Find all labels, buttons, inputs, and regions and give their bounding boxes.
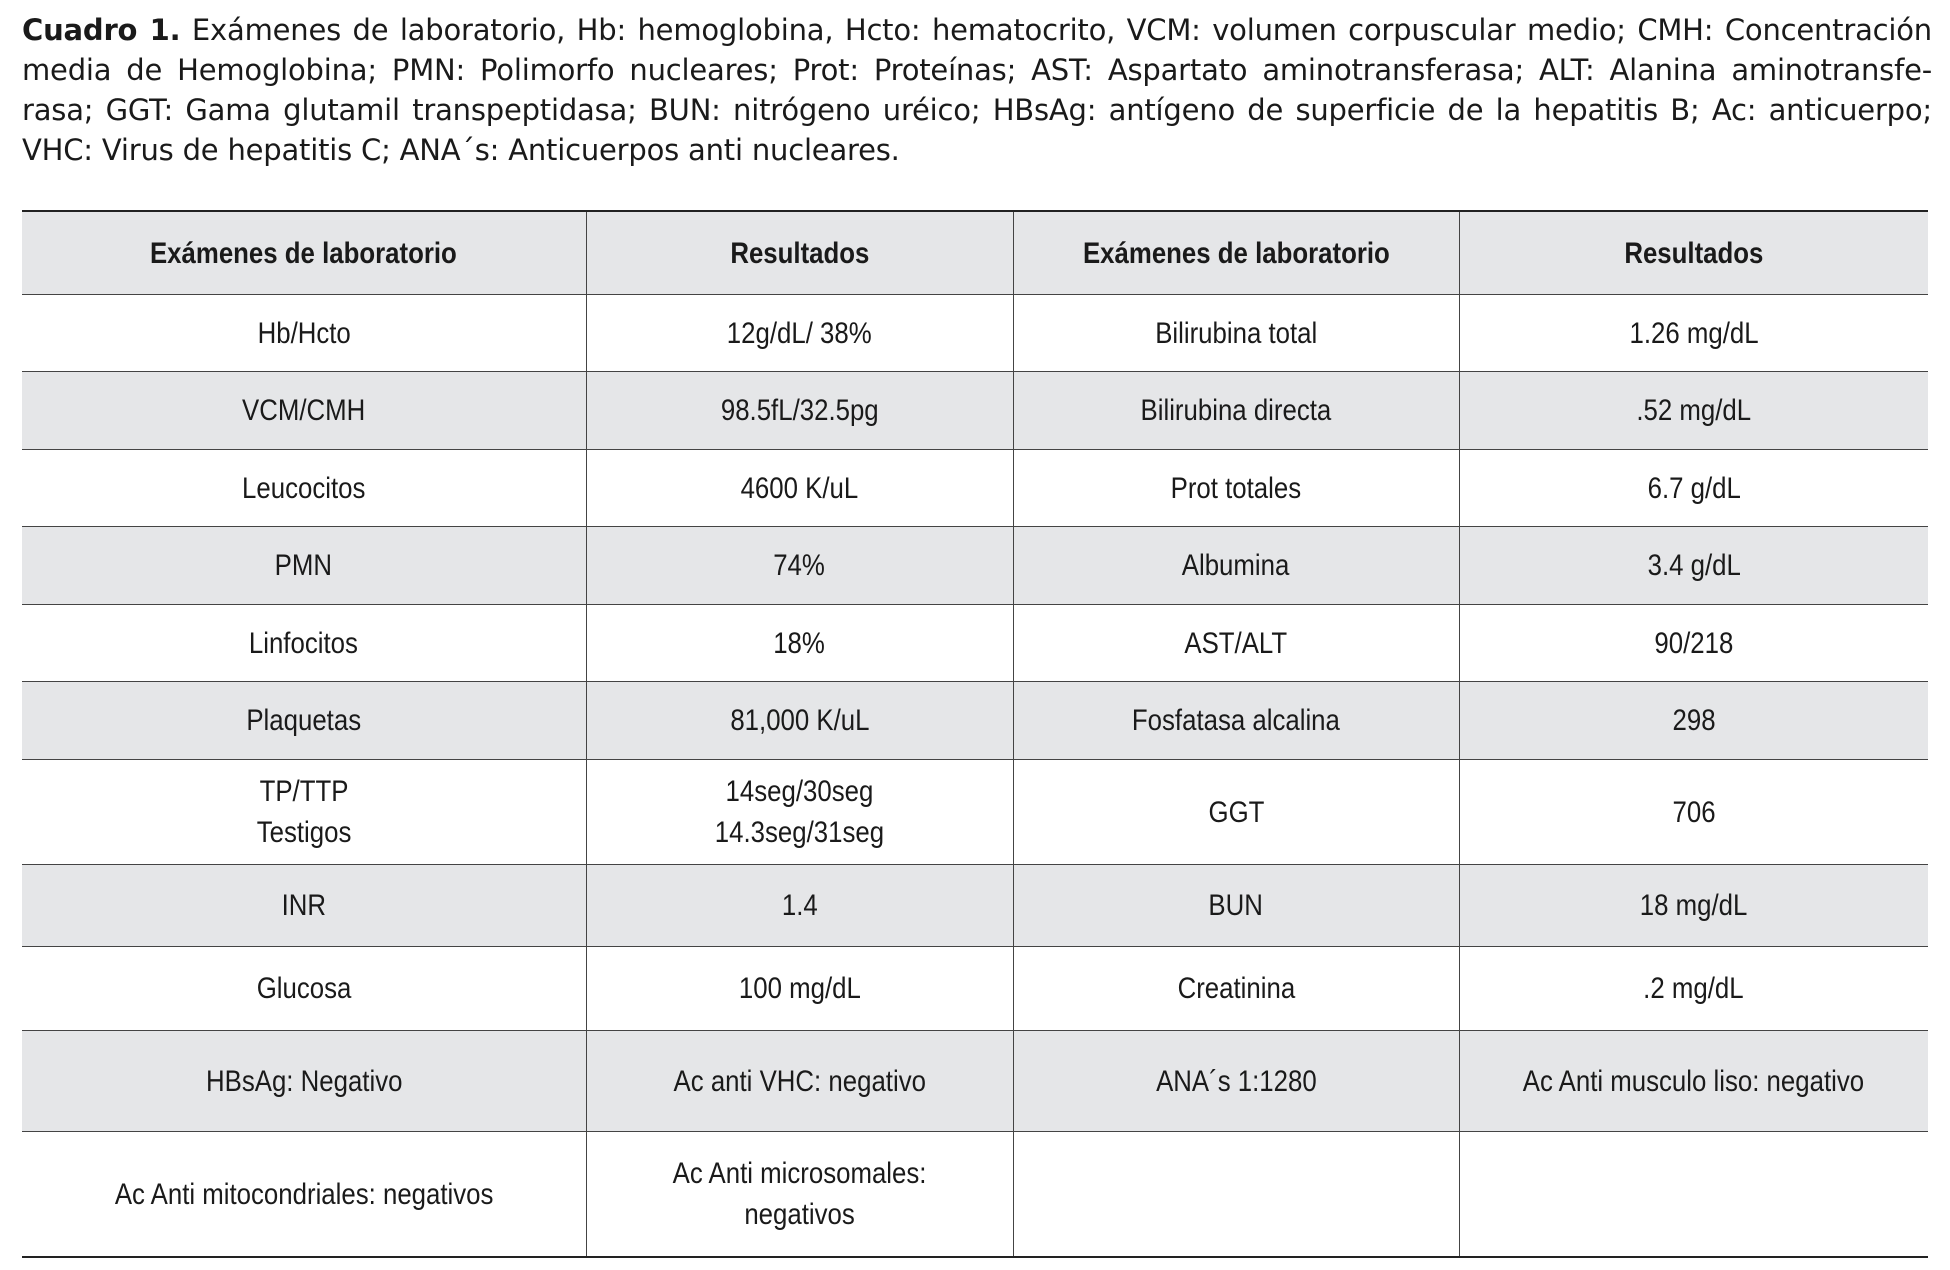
cell-exam-left: Linfocitos — [22, 605, 586, 682]
cell-exam-right: Albumina — [1013, 527, 1459, 605]
cell-exam-right: AST/ALT — [1013, 605, 1459, 682]
cell-exam-left: Leucocitos — [22, 450, 586, 527]
cell-result-left: 98.5fL/32.5pg — [586, 372, 1013, 450]
cell-result-left: 74% — [586, 527, 1013, 605]
cell-result-left: Ac anti VHC: negativo — [586, 1031, 1013, 1132]
table-row — [22, 450, 1928, 527]
cell-exam-left: TP/TTP Testigos — [22, 760, 586, 865]
cell-result-left: 81,000 K/uL — [586, 682, 1013, 760]
cell-exam-right: Creatinina — [1013, 947, 1459, 1031]
cell-result-left: 1.4 — [586, 865, 1013, 947]
cell-exam-left: Glucosa — [22, 947, 586, 1031]
table-row — [22, 527, 1928, 605]
cell-exam-right: Fosfatasa alcalina — [1013, 682, 1459, 760]
cell-result-right: 90/218 — [1459, 605, 1928, 682]
table-caption — [22, 10, 1932, 170]
cell-exam-right: Bilirubina total — [1013, 295, 1459, 372]
cell-result-left: 4600 K/uL — [586, 450, 1013, 527]
header-exam-left: Exámenes de laboratorio — [22, 211, 586, 295]
cell-exam-left: HBsAg: Negativo — [22, 1031, 586, 1132]
header-result-left: Resultados — [586, 211, 1013, 295]
table-row — [22, 947, 1928, 1031]
header-result-right: Resultados — [1459, 211, 1928, 295]
cell-exam-left: Plaquetas — [22, 682, 586, 760]
cell-result-left: 12g/dL/ 38% — [586, 295, 1013, 372]
cell-result-right: .2 mg/dL — [1459, 947, 1928, 1031]
lab-results-table — [22, 210, 1928, 1258]
cell-exam-right: ANA´s 1:1280 — [1013, 1031, 1459, 1132]
cell-exam-right: BUN — [1013, 865, 1459, 947]
table-row — [22, 295, 1928, 372]
cell-result-right — [1459, 1132, 1928, 1258]
table-row — [22, 1132, 1928, 1258]
cell-exam-left: PMN — [22, 527, 586, 605]
cell-exam-left: VCM/CMH — [22, 372, 586, 450]
cell-result-left: Ac Anti microsomales: negativos — [586, 1132, 1013, 1258]
cell-result-left: 14seg/30seg 14.3seg/31seg — [586, 760, 1013, 865]
table-row — [22, 372, 1928, 450]
table-body — [22, 295, 1928, 1258]
cell-exam-right: Bilirubina directa — [1013, 372, 1459, 450]
cell-result-right: 3.4 g/dL — [1459, 527, 1928, 605]
cell-result-left: 100 mg/dL — [586, 947, 1013, 1031]
cell-result-right: 298 — [1459, 682, 1928, 760]
table-row — [22, 760, 1928, 865]
cell-exam-right — [1013, 1132, 1459, 1258]
cell-exam-right: Prot totales — [1013, 450, 1459, 527]
cell-result-right: Ac Anti musculo liso: negativo — [1459, 1031, 1928, 1132]
cell-exam-right: GGT — [1013, 760, 1459, 865]
cell-exam-left: INR — [22, 865, 586, 947]
cell-result-left: 18% — [586, 605, 1013, 682]
cell-result-right: 1.26 mg/dL — [1459, 295, 1928, 372]
cell-result-right: 18 mg/dL — [1459, 865, 1928, 947]
table-row — [22, 605, 1928, 682]
table-header-row — [22, 211, 1928, 295]
cell-result-right: .52 mg/dL — [1459, 372, 1928, 450]
cell-result-right: 6.7 g/dL — [1459, 450, 1928, 527]
table-row — [22, 682, 1928, 760]
caption-label: Cuadro 1. — [22, 13, 181, 47]
header-exam-right: Exámenes de laboratorio — [1013, 211, 1459, 295]
cell-exam-left: Hb/Hcto — [22, 295, 586, 372]
table-row — [22, 865, 1928, 947]
cell-exam-left: Ac Anti mitocondriales: negativos — [22, 1132, 586, 1258]
caption-text: Exámenes de laboratorio, Hb: hemoglobina, Hcto: hematocrito, VCM: volumen corpuscular medio; CMH: Concentración media de Hemoglobina; PMN: Polimorfo nucleares; Prot: Proteínas; AST: Aspartato aminotransferasa; ALT: Alanina aminotransfe- rasa; GGT: Gama glutamil transpeptidasa; BUN: nitrógeno uréico; HBsAg: antígeno de superficie de la hepatitis B; Ac: anticuerpo; VHC: Virus de hepatitis C; ANA´s: Anticuerpos anti nucleares. — [22, 13, 1932, 167]
cell-result-right: 706 — [1459, 760, 1928, 865]
table-row — [22, 1031, 1928, 1132]
